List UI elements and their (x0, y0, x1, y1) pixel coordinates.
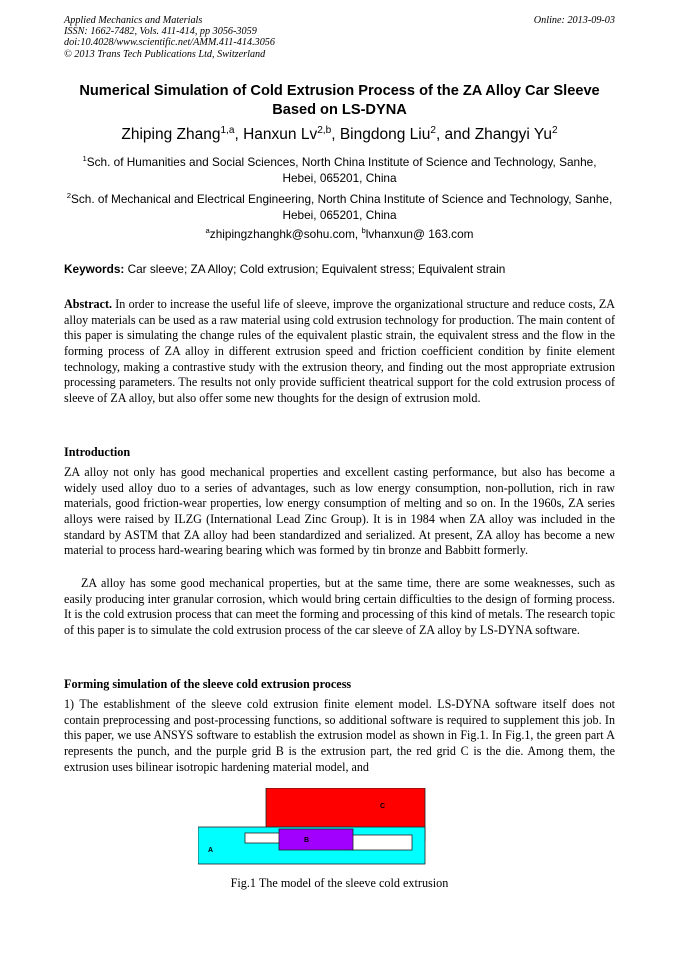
author-list (64, 126, 615, 144)
author-sup: 2 (552, 124, 558, 136)
part-region (279, 829, 353, 850)
section-heading-forming: Forming simulation of the sleeve cold extrusion process (64, 677, 352, 691)
journal-copyright: © 2013 Trans Tech Publications Ltd, Switzerland (64, 48, 266, 60)
figure-caption: Fig.1 The model of the sleeve cold extrusion (230, 876, 449, 890)
keywords-label: Keywords: (64, 262, 125, 276)
intro-paragraph-2: ZA alloy has some good mechanical properties, but at the same time, there are some weaknesses, such as easily producing inter granular corrosion, which would bring certain difficulties to the design of forming process. It is the cold extrusion process that can meet the forming and processing of this kind of metals. The research topic of this paper is to simulate the cold extrusion process of the car sleeve of ZA alloy by LS-DYNA software. (64, 576, 615, 637)
email-sup: b (361, 226, 366, 236)
author-name: Zhiping Zhang (121, 126, 221, 143)
online-date: Online: 2013-09-03 (533, 15, 615, 26)
paper-title: Numerical Simulation of Cold Extrusion Process of the ZA Alloy Car Sleeve Based on LS-DYNA (79, 83, 600, 118)
author-name: Hanxun Lv (243, 126, 318, 143)
journal-name: Applied Mechanics and Materials (64, 15, 203, 26)
keywords-text: Car sleeve; ZA Alloy; Cold extrusion; Equivalent stress; Equivalent strain (127, 262, 506, 276)
email-link[interactable]: zhipingzhanghk@sohu.com, (209, 227, 362, 241)
affiliation-text: Sch. of Mechanical and Electrical Engineering, North China Institute of Science and Technology, Sanhe, Hebei, 065201, China (71, 192, 613, 222)
affiliation-2 (64, 192, 615, 223)
email-line (64, 227, 615, 243)
gap-region (245, 833, 281, 843)
author-sup: 2,b (317, 124, 332, 136)
affiliation-1 (64, 155, 615, 186)
intro-paragraph-1: ZA alloy not only has good mechanical properties and excellent casting performance, but also has become a widely used alloy duo to a series of advantages, such as low energy consumption, non-pollution, rich in raw materials, good friction-wear properties, low energy consumption of melting and so on. In the 1960s, ZA series alloys were raised by ILZG (International Lead Zinc Group). It is in 1984 when ZA alloy was included in the standard by ASTM that ZA alloy had been standardized and serialized. At present, ZA alloy has become a new material to process hard-wearing bearing which was formed by tin bronze and Babbitt formerly. (64, 465, 615, 558)
email-sup: a (205, 226, 210, 236)
forming-paragraph-1: 1) The establishment of the sleeve cold extrusion finite element model. LS-DYNA software itself does not contain preprocessing and post-processing functions, so additional software is required to supplement this job. In this paper, we use ANSYS software to establish the extrusion model as shown in Fig.1. In Fig.1, the green part A represents the punch, and the purple grid B is the extrusion part, the red grid C is the die. Among them, the extrusion uses bilinear isotropic hardening material model, and (64, 697, 615, 774)
label-a: A (208, 847, 214, 854)
affiliation-text: Sch. of Humanities and Social Sciences, North China Institute of Science and Technology, Sanhe, Hebei, 065201, China (86, 155, 597, 185)
label-c: C (380, 803, 386, 810)
affiliation-sup: 1 (82, 154, 87, 164)
author-sep: , (331, 126, 340, 143)
journal-doi: doi:10.4028/www.scientific.net/AMM.411-414.3056 (64, 37, 275, 49)
author-sep: , (234, 126, 244, 143)
abstract-paragraph (64, 297, 615, 407)
label-b: B (304, 837, 310, 844)
abstract-text: In order to increase the useful life of sleeve, improve the organizational structure and reduce costs, ZA alloy materials can be used as a raw material using cold extrusion technology for production. The main content of this paper is simulating the change rules of the equivalent plastic strain, the equivalent stress and the flow in the forming process of ZA alloy in different extrusion speed and friction coefficient condition by finite element technology, making a contrastive study with the extrusion theory, and finding out the most appropriate extrusion processing parameters. The results not only provide sufficient theatrical support for the cold extrusion process of sleeve of ZA alloy, but also offer some new thoughts for the design of extrusion mold. (64, 297, 615, 405)
author-sup: 2 (430, 124, 436, 136)
keywords (64, 262, 615, 276)
abstract-label: Abstract. (64, 297, 113, 311)
gap-region (352, 835, 412, 850)
author-name: Bingdong Liu (339, 126, 431, 143)
email-link[interactable]: lvhanxun@ 163.com (365, 227, 474, 241)
affiliation-sup: 2 (66, 191, 72, 201)
author-sep: , and (435, 126, 475, 143)
figure-extrusion-model (198, 788, 427, 866)
section-heading-introduction: Introduction (64, 445, 131, 459)
journal-header (64, 15, 615, 60)
author-sup: 1,a (220, 124, 235, 136)
author-name: Zhangyi Yu (474, 126, 552, 143)
journal-issn: ISSN: 1662-7482, Vols. 411-414, pp 3056-3059 (64, 26, 257, 38)
